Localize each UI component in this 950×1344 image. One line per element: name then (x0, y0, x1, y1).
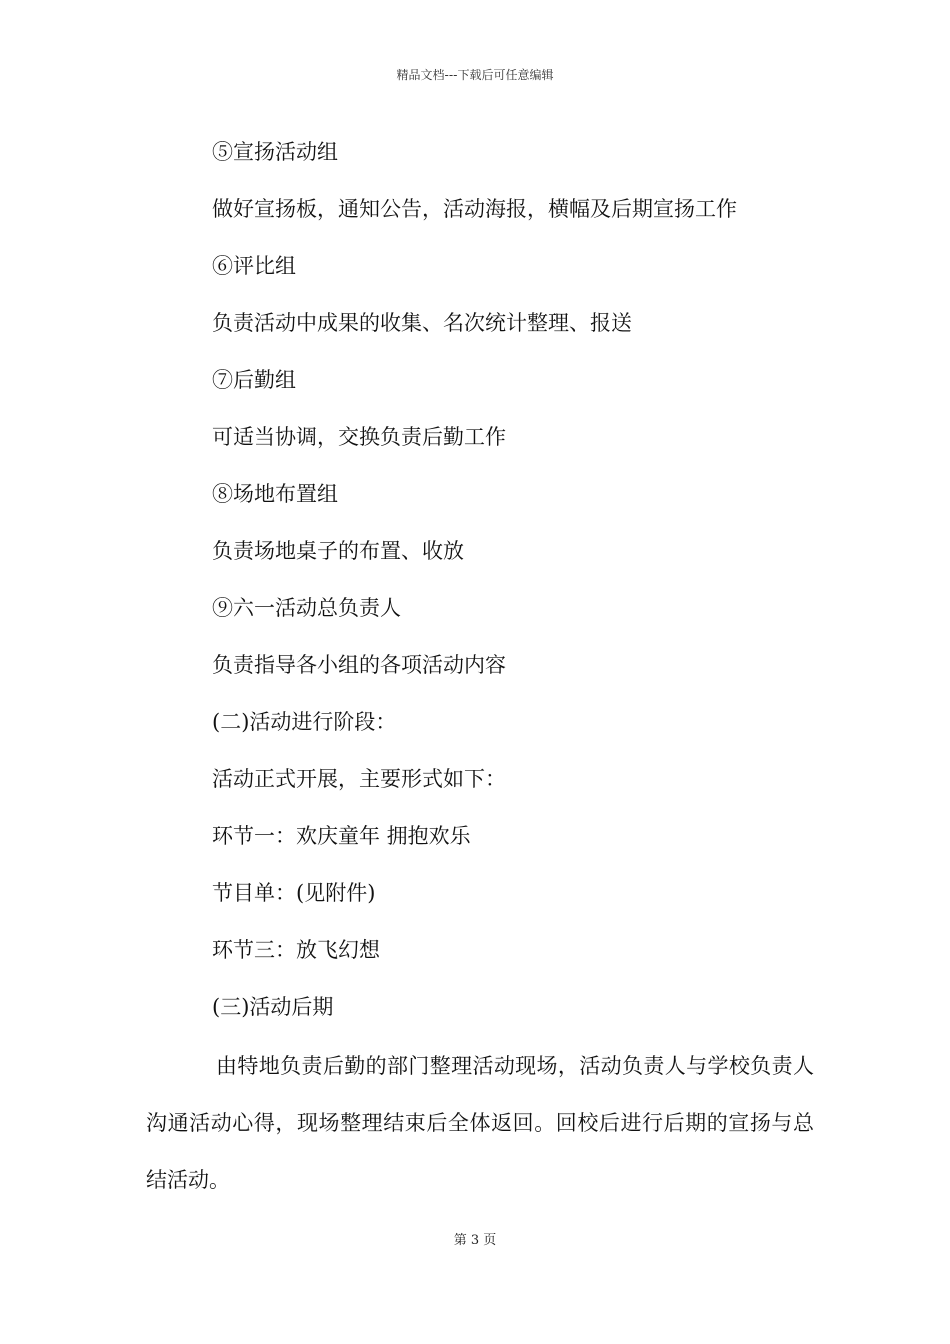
body-line-program-list: 节目单：(见附件) (212, 881, 376, 905)
section-heading-overall-lead: ⑨六一活动总负责人 (212, 596, 401, 620)
section-heading-stage-three: (三)活动后期 (212, 995, 334, 1019)
body-line-judging-duties: 负责活动中成果的收集、名次统计整理、报送 (212, 311, 632, 335)
page-number: 第 3 页 (453, 1233, 497, 1248)
body-line-segment-one: 环节一：欢庆童年 拥抱欢乐 (212, 824, 471, 848)
page-header: 精品文档---下载后可任意编辑 (396, 68, 554, 82)
section-heading-publicity-group: ⑤宣扬活动组 (212, 140, 338, 164)
body-line-stage-two-intro: 活动正式开展，主要形式如下： (212, 767, 506, 791)
closing-paragraph: 由特地负责后勤的部门整理活动现场，活动负责人与学校负责人沟通活动心得，现场整理结束后全体返回。回校后进行后期的宣扬与总结活动。 (146, 1054, 814, 1192)
section-heading-judging-group: ⑥评比组 (212, 254, 296, 278)
section-heading-logistics-group: ⑦后勤组 (212, 368, 296, 392)
section-heading-stage-two: (二)活动进行阶段： (212, 710, 397, 734)
body-line-venue-duties: 负责场地桌子的布置、收放 (212, 539, 464, 563)
body-line-logistics-duties: 可适当协调，交换负责后勤工作 (212, 425, 506, 449)
body-line-overall-lead-duties: 负责指导各小组的各项活动内容 (212, 653, 506, 677)
body-line-segment-three: 环节三：放飞幻想 (212, 938, 380, 962)
body-line-publicity-duties: 做好宣扬板，通知公告，活动海报，横幅及后期宣扬工作 (212, 197, 737, 221)
section-heading-venue-group: ⑧场地布置组 (212, 482, 338, 506)
